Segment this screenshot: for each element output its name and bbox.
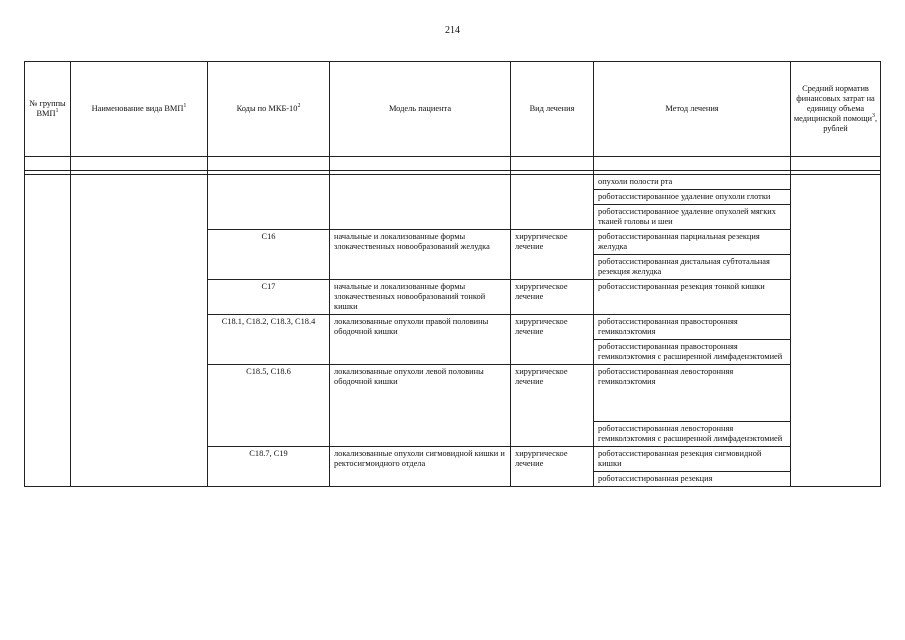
model-cell: локализованные опухоли левой половины ободочной кишки [330, 365, 511, 447]
method-cell: роботассистированная правосторонняя гемиколэктомия с расширенной лимфаденэктомией [594, 340, 791, 365]
page-number: 214 [445, 25, 460, 36]
treatment-cell: хирургическое лечение [511, 230, 594, 280]
header-treatment-type: Вид лечения [511, 62, 594, 157]
method-cell: роботассистированная парциальная резекция желудка [594, 230, 791, 255]
code-cell: C18.5, C18.6 [208, 365, 330, 447]
model-cell: начальные и локализованные формы злокачественных новообразований желудка [330, 230, 511, 280]
table-row [25, 175, 881, 190]
method-cell: роботассистированное удаление опухолей мягких тканей головы и шеи [594, 205, 791, 230]
treatment-cell: хирургическое лечение [511, 280, 594, 315]
header-cost: Средний норматив финансовых затрат на единицу объема медицинской помощи$^3$, рублей [791, 62, 881, 157]
method-cell: роботассистированная резекция [594, 472, 791, 487]
method-cell: роботассистированная резекция тонкой кишки [594, 280, 791, 315]
method-cell: роботассистированная дистальная субтотальная резекция желудка [594, 255, 791, 280]
vmp-table [24, 61, 881, 487]
model-cell: начальные и локализованные формы злокачественных новообразований тонкой кишки [330, 280, 511, 315]
code-cell: C16 [208, 230, 330, 280]
vmp-name-cell [71, 175, 208, 487]
header-group-no: № группы ВМП$^1$ [25, 62, 71, 157]
code-cell: C18.7, C19 [208, 447, 330, 487]
treatment-cell: хирургическое лечение [511, 447, 594, 487]
code-cell: C18.1, C18.2, C18.3, C18.4 [208, 315, 330, 365]
method-cell: роботассистированная резекция сигмовидной кишки [594, 447, 791, 472]
header-model: Модель пациента [330, 62, 511, 157]
group-no-cell [25, 175, 71, 487]
header-method: Метод лечения [594, 62, 791, 157]
header-name: Наименование вида ВМП$^1$ [71, 62, 208, 157]
method-cell: роботассистированная левосторонняя гемиколэктомия с расширенной лимфаденэктомией [594, 422, 791, 447]
method-cell: роботассистированная левосторонняя гемиколэктомия [594, 365, 791, 422]
method-cell: роботассистированная правосторонняя гемиколэктомия [594, 315, 791, 340]
model-cell [330, 175, 511, 230]
treatment-cell: хирургическое лечение [511, 315, 594, 365]
code-cell [208, 175, 330, 230]
model-cell: локализованные опухоли сигмовидной кишки и ректосигмоидного отдела [330, 447, 511, 487]
numbering-row [25, 157, 881, 171]
cost-cell [791, 175, 881, 487]
method-cell: опухоли полости рта [594, 175, 791, 190]
header-row [25, 62, 881, 157]
code-cell: C17 [208, 280, 330, 315]
treatment-cell: хирургическое лечение [511, 365, 594, 447]
method-cell: роботассистированное удаление опухоли глотки [594, 190, 791, 205]
header-codes: Коды по МКБ-$10^2$ [208, 62, 330, 157]
model-cell: локализованные опухоли правой половины ободочной кишки [330, 315, 511, 365]
treatment-cell [511, 175, 594, 230]
